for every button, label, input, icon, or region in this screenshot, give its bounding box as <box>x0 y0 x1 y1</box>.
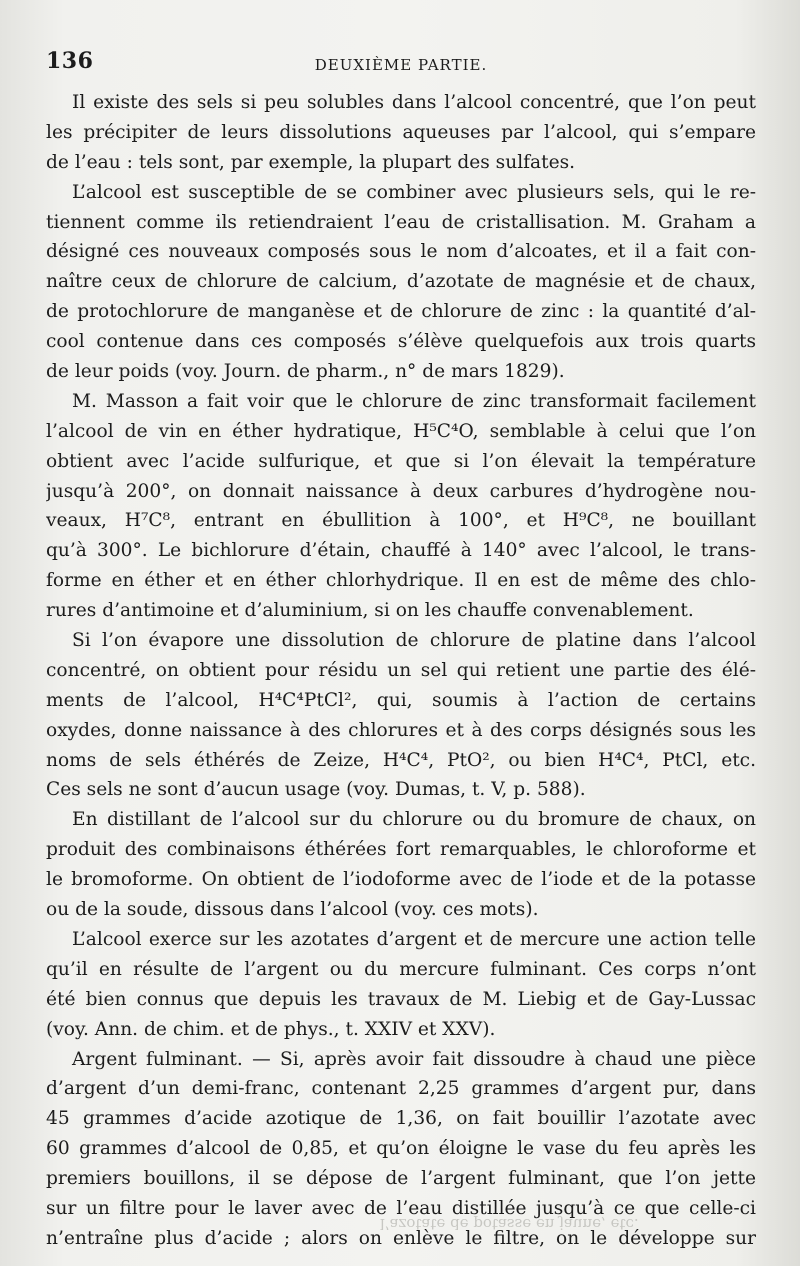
text-line: obtient avec l’acide sulfurique, et que si l’on élevait la température <box>46 450 756 472</box>
text-line: Ces sels ne sont d’aucun usage (voy. Dumas, t. V, p. 588). <box>46 779 586 801</box>
text-line: de protochlorure de manganèse et de chlorure de zinc : la quantité d’al- <box>46 301 756 323</box>
page-number: 136 <box>46 48 94 74</box>
text-line: de l’eau : tels sont, par exemple, la plupart des sulfates. <box>46 151 576 173</box>
text-line: produit des combinaisons éthérées fort remarquables, le chloroforme et <box>46 839 756 861</box>
text-line: Argent fulminant. — Si, après avoir fait dissoudre à chaud une pièce <box>72 1048 756 1070</box>
text-line: 45 grammes d’acide azotique de 1,36, on fait bouillir l’azotate avec <box>46 1108 756 1130</box>
text-line: L’alcool est susceptible de se combiner avec plusieurs sels, qui le re- <box>72 181 756 203</box>
text-line: l’alcool de vin en éther hydratique, H⁵C⁴O, semblable à celui que l’on <box>46 420 756 442</box>
text-line: tiennent comme ils retiendraient l’eau de cristallisation. M. Graham a <box>46 211 756 233</box>
text-line: concentré, on obtient pour résidu un sel qui retient une partie des élé- <box>46 659 756 681</box>
text-line: d’argent d’un demi-franc, contenant 2,25 grammes d’argent pur, dans <box>46 1078 756 1100</box>
text-line: 60 grammes d’alcool de 0,85, et qu’on éloigne le vase du feu après les <box>46 1138 756 1160</box>
text-line: jusqu’à 200°, on donnait naissance à deux carbures d’hydrogène nou- <box>46 480 756 502</box>
text-line: forme en éther et en éther chlorhydrique. Il en est de même des chlo- <box>46 570 756 592</box>
text-line: le bromoforme. On obtient de l’iodoforme avec de l’iode et de la potasse <box>46 869 756 891</box>
bleed-through-text: l’azotate de potasse en jaune, etc. <box>380 1215 639 1233</box>
text-line: sur un filtre pour le laver avec de l’eau distillée jusqu’à ce que celle-ci <box>46 1197 756 1219</box>
text-line: oxydes, donne naissance à des chlorures et à des corps désignés sous les <box>46 719 756 741</box>
text-line: rures d’antimoine et d’aluminium, si on les chauffe convenablement. <box>46 600 694 622</box>
text-line: noms de sels éthérés de Zeize, H⁴C⁴, PtO², ou bien H⁴C⁴, PtCl, etc. <box>46 749 756 771</box>
body-text <box>46 88 756 1254</box>
text-line: Il existe des sels si peu solubles dans l’alcool concentré, que l’on peut <box>72 92 756 113</box>
text-line: de leur poids (voy. Journ. de pharm., n° de mars 1829). <box>46 361 565 383</box>
running-head: DEUXIÈME PARTIE. <box>314 56 488 74</box>
text-line: M. Masson a fait voir que le chlorure de zinc transformait facilement <box>72 390 756 412</box>
text-line: qu’à 300°. Le bichlorure d’étain, chauffé à 140° avec l’alcool, le trans- <box>46 540 756 562</box>
text-line: qu’il en résulte de l’argent ou du mercure fulminant. Ces corps n’ont <box>46 958 756 980</box>
text-line: (voy. Ann. de chim. et de phys., t. XXIV et XXV). <box>46 1018 496 1040</box>
text-line: En distillant de l’alcool sur du chlorure ou du bromure de chaux, on <box>72 809 756 831</box>
text-line: premiers bouillons, il se dépose de l’argent fulminant, que l’on jette <box>46 1168 756 1190</box>
text-line: Si l’on évapore une dissolution de chlorure de platine dans l’alcool <box>72 630 756 652</box>
text-line: veaux, H⁷C⁸, entrant en ébullition à 100°, et H⁹C⁸, ne bouillant <box>46 510 756 532</box>
text-line: ments de l’alcool, H⁴C⁴PtCl², qui, soumis à l’action de certains <box>46 689 756 711</box>
text-line: désigné ces nouveaux composés sous le nom d’alcoates, et il a fait con- <box>46 241 756 263</box>
text-line: cool contenue dans ces composés s’élève quelquefois aux trois quarts <box>46 331 756 353</box>
text-line: n’entraîne plus d’acide ; alors on enlève le filtre, on le développe sur <box>46 1227 756 1249</box>
text-line: été bien connus que depuis les travaux de M. Liebig et de Gay-Lussac <box>46 988 756 1010</box>
page-header <box>46 48 756 84</box>
text-line: ou de la soude, dissous dans l’alcool (voy. ces mots). <box>46 899 539 921</box>
text-line: L’alcool exerce sur les azotates d’argent et de mercure une action telle <box>72 928 756 950</box>
text-line: les précipiter de leurs dissolutions aqueuses par l’alcool, qui s’empare <box>46 121 756 143</box>
text-line: naître ceux de chlorure de calcium, d’azotate de magnésie et de chaux, <box>46 271 756 293</box>
